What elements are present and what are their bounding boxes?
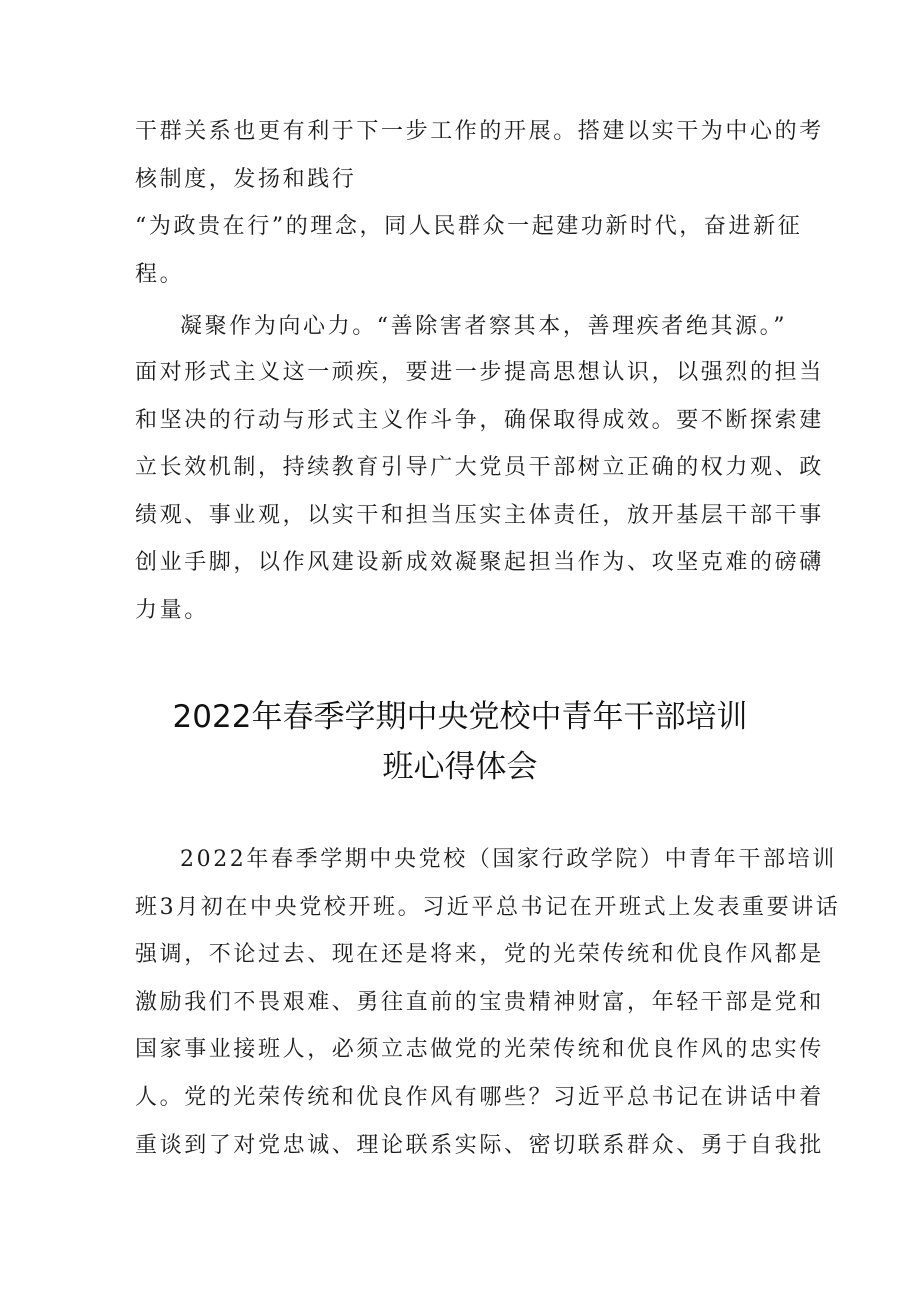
paragraph-line: 和坚决的行动与形式主义作斗争，确保取得成效。要不断探索建: [135, 408, 824, 433]
paragraph-line: 强调，不论过去、现在还是将来，党的光荣传统和优良作风都是: [135, 942, 824, 967]
paragraph-line: 重谈到了对党忠诚、理论联系实际、密切联系群众、勇于自我批: [135, 1133, 824, 1158]
paragraph-line: 程。: [135, 262, 185, 287]
paragraph-line: 绩观、事业观，以实干和担当压实主体责任，放开基层干部干事: [135, 503, 824, 528]
article-title-line-2: 班心得体会: [382, 749, 538, 785]
paragraph-line: 立长效机制，持续教育引导广大党员干部树立正确的权力观、政: [135, 455, 824, 480]
paragraph-line: 2022年春季学期中央党校（国家行政学院）中青年干部培训: [180, 847, 837, 872]
paragraph-line: 核制度，发扬和践行: [135, 167, 357, 192]
paragraph-line: 人。党的光荣传统和优良作风有哪些？习近平总书记在讲话中着: [135, 1085, 824, 1110]
paragraph-line: 激励我们不畏艰难、勇往直前的宝贵精神财富，年轻干部是党和: [135, 990, 824, 1015]
paragraph-line: “为政贵在行”的理念，同人民群众一起建功新时代，奋进新征: [135, 214, 803, 239]
paragraph-line: 国家事业接班人，必须立志做党的光荣传统和优良作风的忠实传: [135, 1037, 824, 1062]
paragraph-line: 力量。: [135, 598, 209, 623]
paragraph-line: 面对形式主义这一顽疾，要进一步提高思想认识，以强烈的担当: [135, 360, 824, 385]
paragraph-line: 凝聚作为向心力。“善除害者察其本，善理疾者绝其源。”: [180, 314, 788, 339]
paragraph-line: 班3月初在中央党校开班。习近平总书记在开班式上发表重要讲话: [135, 895, 841, 920]
paragraph-line: 创业手脚，以作风建设新成效凝聚起担当作为、攻坚克难的磅礴: [135, 550, 824, 575]
paragraph-line: 干群关系也更有利于下一步工作的开展。搭建以实干为中心的考: [135, 119, 824, 144]
article-title-line-1: 2022年春季学期中央党校中青年干部培训: [172, 699, 748, 735]
